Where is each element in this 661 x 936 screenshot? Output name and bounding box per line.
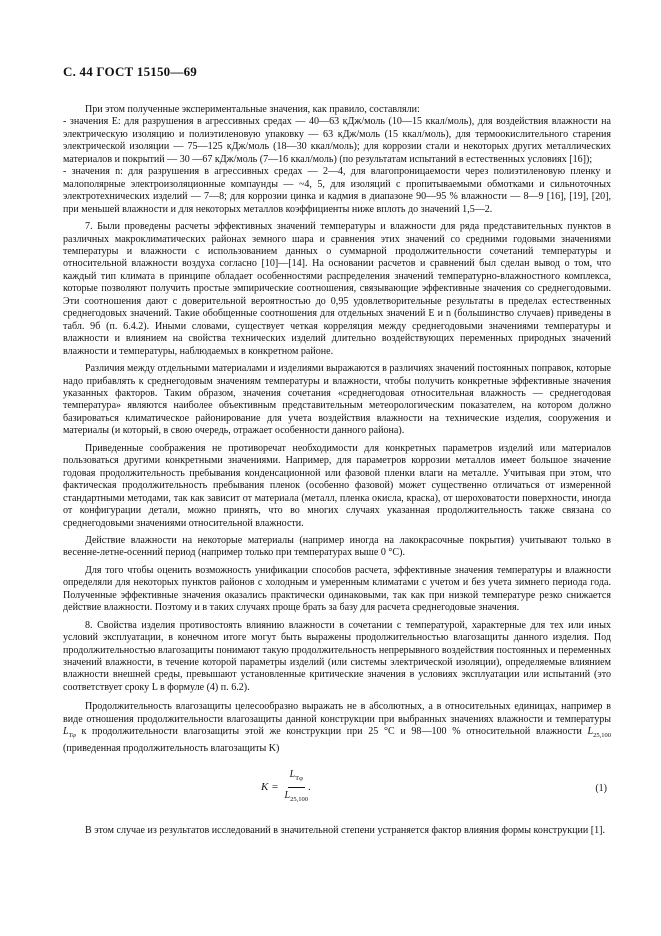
formula-block xyxy=(63,761,611,819)
formula-lhs: K = xyxy=(261,781,279,794)
paragraph-considerations: Приведенные соображения не противоречат необходимости для конкретных параметров изделий или материалов пользоваться другими конкретными значениями. Например, для параметров коррозии металлов имеет большое значение годовая продолжительность пребывания конденсационной или фазовой пленки влаги на металле. Учитывая при этом, что фактическая продолжительность пребывания пленок (особенно фазовой) может существенно отличаться от измеренной стандартными методами, так как зависит от материала (металл, пленка окисла, краска), от шероховатости поверхности, иногда от конфигурации детали, можно принять, что во многих случаях указанная продолжительность также связана со среднегодовыми значениями относительной влажности. xyxy=(63,442,611,529)
symbol-L-25-100: $L_{25,100}$ xyxy=(587,726,611,740)
formula-denominator: $L_{25,100}$ xyxy=(284,789,308,803)
document-body xyxy=(63,104,611,838)
paragraph-n-values: - значения n: для разрушения в агрессивных средах — 2—4, для влагопроницаемости через полиэтиленовую пленку и малополярные электроизоляционные компаунды — ~4, 5, для изоляций с пропитываемыми обмотками и сильноточных электротехнических изделий — 7—8; для коррозии цинка и кадмия в диапазоне 90—95 % влажности — 8—9 [16], [19], [20], при меньшей влажности и для некоторых металлов коэффициенты ниже вплоть до значений 1,5—2. xyxy=(63,166,611,215)
text-relative-c: (приведенная продолжительность влагозащиты K) xyxy=(63,742,280,754)
page-header: С. 44 ГОСТ 15150—69 xyxy=(63,64,197,79)
formula-1: K = $\frac{L_{T\varphi}}{L_{25,100}}$ . xyxy=(261,769,311,806)
formula-fraction xyxy=(285,769,308,806)
paragraph-relative-units xyxy=(63,701,611,755)
paragraph-conclusion: В этом случае из результатов исследований в значительной степени устраняется фактор влияния формы конструкции [1]. xyxy=(85,825,605,837)
paragraph-energy-values: - значения E: для разрушения в агрессивных средах — 40—63 кДж/моль (10—15 ккал/моль), для воздействия влажности на электрическую изоляцию и полиэтиленовую упаковку — 63 кДж/моль (15 ккал/моль), для термоокислительного старения электрической изоляции — 75—125 кДж/моль (18—30 ккал/моль); для коррозии стали и некоторых других металлических материалов и покрытий — 30 —67 кДж/моль (7—16 ккал/моль) (по результатам испытаний в естественных условиях [16]); xyxy=(63,116,611,165)
paragraph-differences: Различия между отдельными материалами и изделиями выражаются в различиях значений постоянных поправок, которые надо прибавлять к среднегодовым значениям температуры и влажности, чтобы получить конкретные эффективные значения указанных факторов. Таким образом, значения сочетания «среднегодовая относительная влажность — среднегодовая температура» являются наиболее объективным представительным метеорологическим показателем, на котором должно базироваться климатическое районирование для учета воздействия влажности на технические изделия, сооружения и материалы (и который, в свою очередь, отражает особенности данного района). xyxy=(63,363,611,437)
formula-numerator: $L_{T\varphi}$ xyxy=(288,769,305,787)
text-relative-b: к продолжительности влагозащиты этой же конструкции при 25 °С и 98—100 % относительной влажности xyxy=(75,726,588,738)
symbol-L-t-phi: $L_{T\varphi}$ xyxy=(63,726,76,740)
paragraph-item-8: 8. Свойства изделия противостоять влиянию влажности в сочетании с температурой, характерные для тех или иных условий эксплуатации, в конечном итоге могут быть выражены продолжительностью влагозащиты данного изделия. Под продолжительностью влагозащиты понимают такую продолжительность непрерывного воздействия постоянных и переменных значений влажности, в течение которой параметры изделий (или системы электрической изоляции), определяемые влиянием влажности внешней среды, превышают установленные критические значения в условиях эксплуатации или испытаний (это соответствует сроку L в формуле (4) п. 6.2). xyxy=(63,619,611,693)
paragraph-intro: При этом полученные экспериментальные значения, как правило, составляли: xyxy=(85,104,420,115)
paragraph-humidity-action: Действие влажности на некоторые материалы (например иногда на лакокрасочные покрытия) учитывают только в весенне-летне-осенний период (например только при температурах выше 0 °С). xyxy=(63,534,611,559)
text-relative-a: Продолжительность влагозащиты целесообразно выражать не в абсолютных, а в относительных единицах, например в виде отношения продолжительности влагозащиты данной конструкции при выбранных значениях влажности и температуры xyxy=(63,701,611,725)
formula-number: (1) xyxy=(595,783,607,795)
document-page xyxy=(63,64,611,838)
paragraph-item-7: 7. Были проведены расчеты эффективных значений температуры и влажности для ряда представительных пунктов в различных макроклиматических районах земного шара и сравнения этих значений со средними годовыми значениями температуры и влажности с использованием данных о суммарной продолжительности сочетаний температуры и относительной влажности воздуха согласно [10]—[14]. На основании расчетов и сравнений был сделан вывод о том, что каждый тип климата в принципе обладает особенностями распределения значений температурно-влажностного комплекса, которые позволяют получить простые эмпирические соотношения, связывающие эффективные значения со среднегодовыми. Эти соотношения дают с доверительной вероятностью до 0,95 удовлетворительные результаты в пределах естественных среднегодовых значений. Такие обобщенные соотношения для отдельных значений E и n (большинство случаев) приведены в табл. 9б (п. 6.4.2). Иными словами, существует четкая корреляция между среднегодовыми значениями температуры и влажности и влиянием на свойства технических изделий длительно воздействующих переменных природных значений влажности и температуры, наблюдаемых в конкретном районе. xyxy=(63,221,611,357)
paragraph-unification: Для того чтобы оценить возможность унификации способов расчета, эффективные значения температуры и влажности определяли для некоторых пунктов районов с холодным и умеренным климатами с учетом и без учета зимнего периода года. Полученные эффективные значения оказались практически одинаковыми, так как при низкой температуре резко снижается действие влажности. Поэтому и в таких случаях проще брать за базу для расчета среднегодовые значения. xyxy=(63,564,611,614)
